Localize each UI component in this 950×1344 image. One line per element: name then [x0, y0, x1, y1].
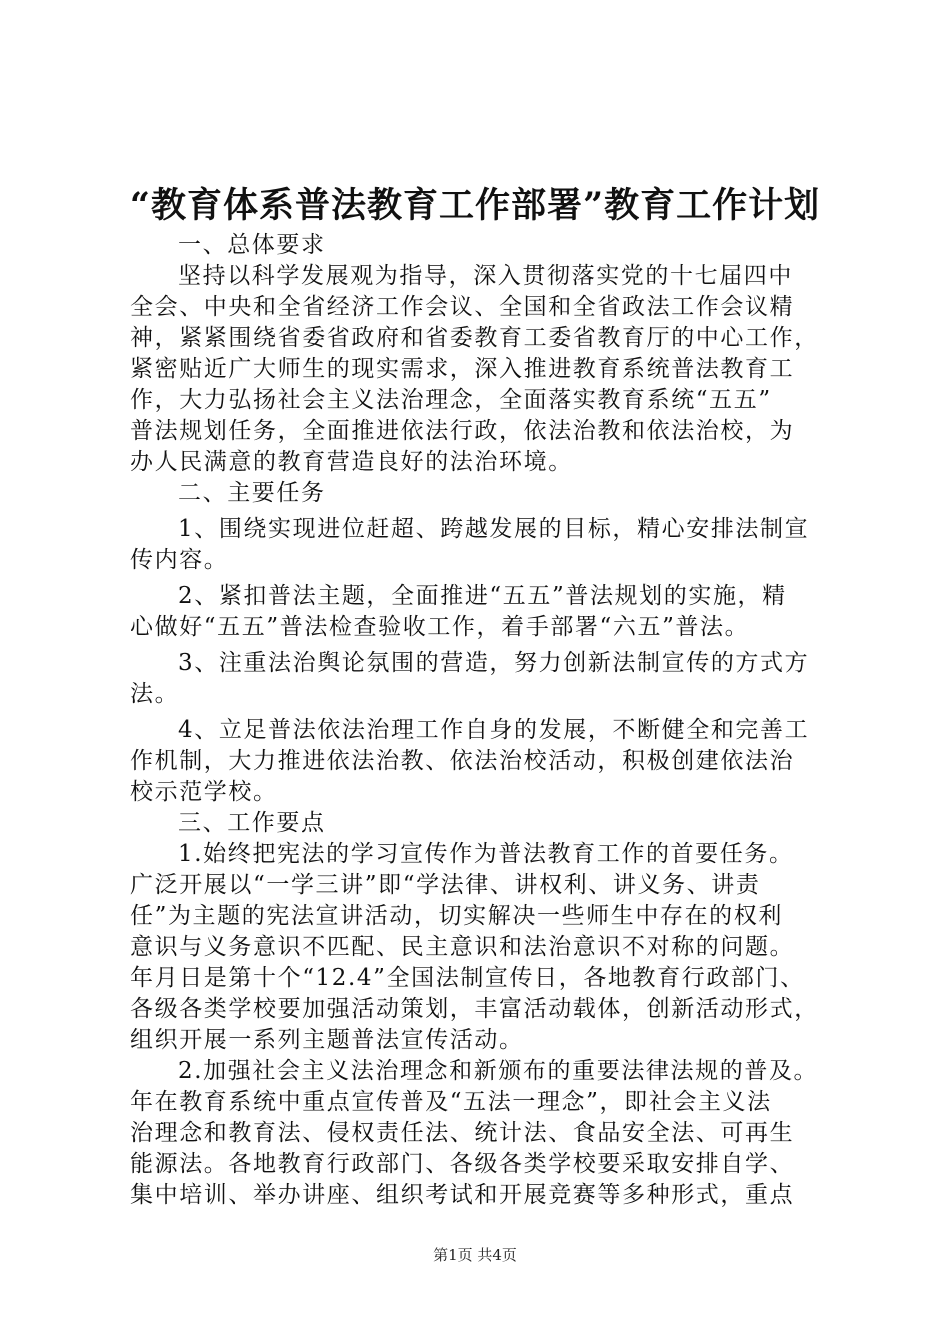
paragraph-line: 组织开展一系列主题普法宣传活动。 [130, 1027, 524, 1053]
paragraph-line: 2、紧扣普法主题，全面推进“五五”普法规划的实施，精 [178, 583, 787, 609]
paragraph-line: 广泛开展以“一学三讲”即“学法律、讲权利、讲义务、讲责 [130, 872, 761, 898]
paragraph-line: 4、立足普法依法治理工作自身的发展，不断健全和完善工 [178, 717, 810, 743]
paragraph-line: 集中培训、举办讲座、组织考试和开展竞赛等多种形式，重点 [130, 1182, 795, 1208]
paragraph-line: 年在教育系统中重点宣传普及“五法一理念”，即社会主义法 [130, 1089, 772, 1115]
paragraph-line: 1.始终把宪法的学习宣传作为普法教育工作的首要任务。 [178, 841, 794, 867]
paragraph-line: 任”为主题的宪法宣讲活动，切实解决一些师生中存在的权利 [130, 903, 783, 929]
paragraph-line: 作机制，大力推进依法治教、依法治校活动，积极创建依法治 [130, 748, 795, 774]
document-title: “教育体系普法教育工作部署”教育工作计划 [129, 185, 821, 226]
section-heading-3: 三、工作要点 [178, 810, 326, 836]
paragraph-line: 紧密贴近广大师生的现实需求，深入推进教育系统普法教育工 [130, 356, 795, 382]
paragraph-line: 年月日是第十个“12.4”全国法制宣传日，各地教育行政部门、 [130, 965, 805, 991]
paragraph-line: 法。 [130, 681, 180, 707]
paragraph-line: 心做好“五五”普法检查验收工作，着手部署“六五”普法。 [130, 614, 750, 640]
paragraph-line: 1、围绕实现进位赶超、跨越发展的目标，精心安排法制宣 [178, 516, 810, 542]
paragraph-line: 各级各类学校要加强活动策划，丰富活动载体，创新活动形式， [130, 996, 819, 1022]
paragraph-line: 普法规划任务，全面推进依法行政，依法治教和依法治校，为 [130, 418, 795, 444]
paragraph-line: 校示范学校。 [130, 779, 278, 805]
section-heading-2: 二、主要任务 [178, 480, 326, 506]
paragraph-line: 办人民满意的教育营造良好的法治环境。 [130, 449, 573, 475]
paragraph-line: 能源法。各地教育行政部门、各级各类学校要采取安排自学、 [130, 1151, 795, 1177]
paragraph-line: 传内容。 [130, 547, 229, 573]
paragraph-line: 2.加强社会主义法治理念和新颁布的重要法律法规的普及。 [178, 1058, 819, 1084]
page-number-footer: 第1页 共4页 [433, 1246, 517, 1264]
paragraph-line: 全会、中央和全省经济工作会议、全国和全省政法工作会议精 [130, 294, 795, 320]
paragraph-line: 神，紧紧围绕省委省政府和省委教育工委省教育厅的中心工作， [130, 325, 819, 351]
section-heading-1: 一、总体要求 [178, 232, 326, 258]
paragraph-line: 作，大力弘扬社会主义法治理念，全面落实教育系统“五五” [130, 387, 772, 413]
document-body [130, 230, 850, 1211]
paragraph-line: 治理念和教育法、侵权责任法、统计法、食品安全法、可再生 [130, 1120, 795, 1146]
paragraph-line: 坚持以科学发展观为指导，深入贯彻落实党的十七届四中 [178, 263, 793, 289]
paragraph-line: 意识与义务意识不匹配、民主意识和法治意识不对称的问题。 [130, 934, 795, 960]
paragraph-line: 3、注重法治舆论氛围的营造，努力创新法制宣传的方式方 [178, 650, 810, 676]
